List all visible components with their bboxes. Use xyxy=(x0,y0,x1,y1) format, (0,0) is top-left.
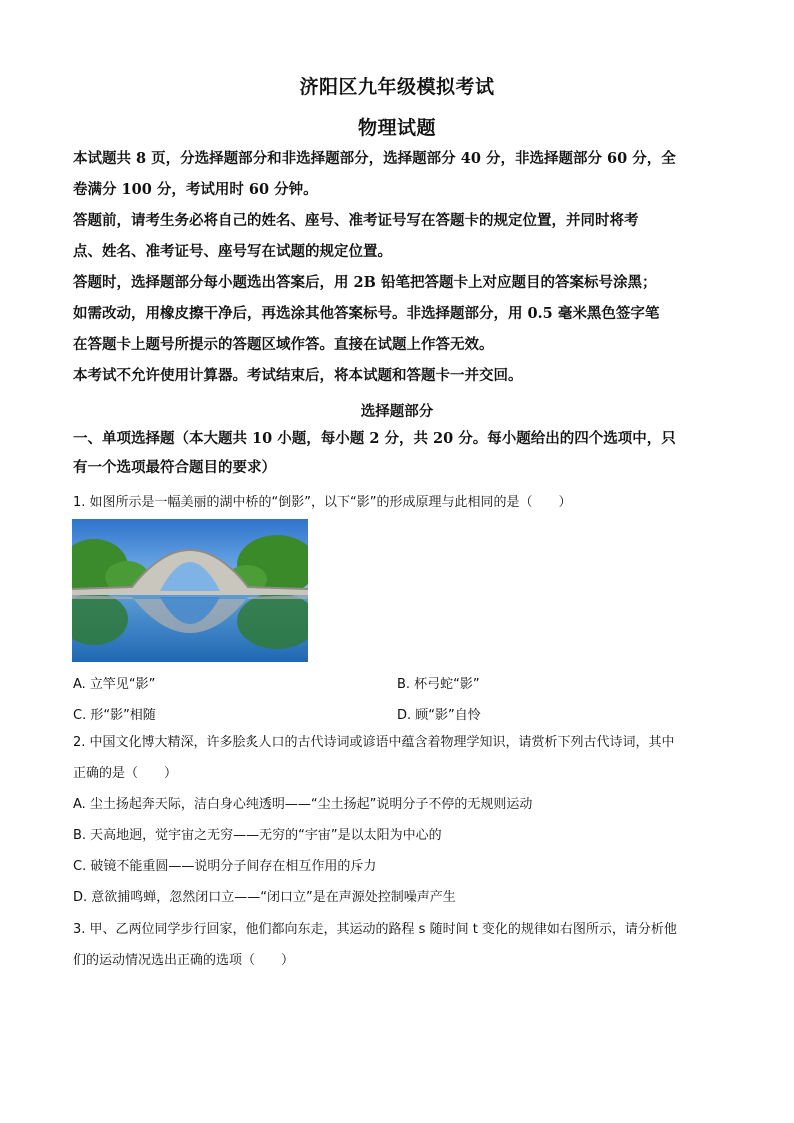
part-one-heading xyxy=(73,424,733,482)
section-title: 选择题部分 xyxy=(360,403,434,420)
instruction-line: 点、姓名、准考证号、座号写在试题的规定位置。 xyxy=(73,243,392,260)
question-2-option-a: A. 尘土扬起奔天际，洁白身心纯透明——“尘土扬起”说明分子不停的无规则运动 xyxy=(73,797,533,812)
question-text: 3. 甲、乙两位同学步行回家，他们都向东走，其运动的路程 s 随时间 t 变化的规律如右图所示，请分析他 xyxy=(73,922,677,937)
question-1-option-d: D. 顾“影”自怜 xyxy=(397,708,481,723)
part-heading-line: 一、单项选择题（本大题共 10 小题，每小题 2 分，共 20 分。每小题给出的四个选项中，只 xyxy=(73,430,676,447)
question-3-stem xyxy=(73,914,733,976)
bridge-reflection-photo xyxy=(72,519,308,662)
question-text: 正确的是（ ） xyxy=(73,766,178,781)
part-heading-line: 有一个选项最符合题目的要求） xyxy=(73,459,276,476)
question-2-option-c: C. 破镜不能重圆——说明分子间存在相互作用的斥力 xyxy=(73,859,377,874)
exam-title: 济阳区九年级模拟考试 xyxy=(299,76,495,98)
exam-instructions xyxy=(73,143,733,391)
instruction-line: 在答题卡上题号所提示的答题区域作答。直接在试题上作答无效。 xyxy=(73,336,494,353)
instruction-line: 本试题共 8 页，分选择题部分和非选择题部分，选择题部分 40 分，非选择题部分 60 分，全 xyxy=(73,150,676,167)
question-text: 2. 中国文化博大精深，许多脍炙人口的古代诗词或谚语中蕴含着物理学知识，请赏析下列古代诗词，其中 xyxy=(73,735,675,750)
question-1-stem xyxy=(73,487,733,518)
question-1-option-b: B. 杯弓蛇“影” xyxy=(397,677,480,692)
question-1-option-a: A. 立竿见“影” xyxy=(73,677,156,692)
question-text: 1. 如图所示是一幅美丽的湖中桥的“倒影”，以下“影”的形成原理与此相同的是（ ） xyxy=(73,495,572,510)
question-2-stem xyxy=(73,727,733,789)
question-text: 们的运动情况选出正确的选项（ ） xyxy=(73,953,295,968)
question-1-option-c: C. 形“影”相随 xyxy=(73,708,156,723)
instruction-line: 答题时，选择题部分每小题选出答案后，用 2B 铅笔把答题卡上对应题目的答案标号涂黑； xyxy=(73,274,657,291)
instruction-line: 如需改动，用橡皮擦干净后，再选涂其他答案标号。非选择题部分，用 0.5 毫米黑色签字笔 xyxy=(73,305,660,322)
instruction-line: 卷满分 100 分，考试用时 60 分钟。 xyxy=(73,181,318,198)
question-2-option-d: D. 意欲捕鸣蝉，忽然闭口立——“闭口立”是在声源处控制噪声产生 xyxy=(73,890,456,905)
instruction-line: 本考试不允许使用计算器。考试结束后，将本试题和答题卡一并交回。 xyxy=(73,367,523,384)
question-2-option-b: B. 天高地迥，觉宇宙之无穷——无穷的“宇宙”是以太阳为中心的 xyxy=(73,828,442,843)
exam-subtitle: 物理试题 xyxy=(357,117,436,139)
bridge-photo-illustration xyxy=(72,519,308,662)
question-2-options xyxy=(73,789,733,913)
instruction-line: 答题前，请考生务必将自己的姓名、座号、准考证号写在答题卡的规定位置，并同时将考 xyxy=(73,212,639,229)
